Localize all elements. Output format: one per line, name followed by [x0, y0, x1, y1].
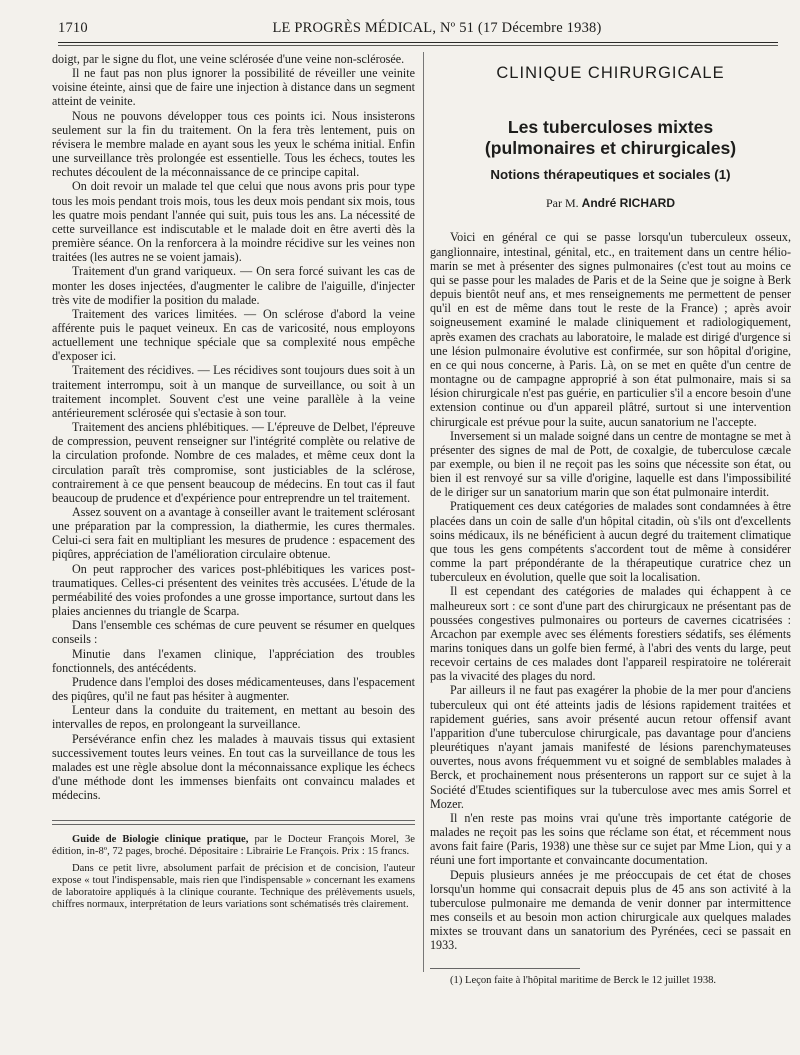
book-notice: [52, 834, 415, 858]
right-column: [430, 52, 791, 988]
article-title-continued: (pulmonaires et chirurgicales): [484, 137, 737, 158]
footnote: (1) Leçon faite à l'hôpital maritime de Berck le 12 juillet 1938.: [450, 975, 717, 987]
paragraph: Dans l'ensemble ces schémas de cure peuvent se résumer en quelques conseils :: [52, 618, 415, 647]
paragraph: Il est cependant des catégories de malades qui échappent à ce malheureux sort : ce sont d'une part des chirurgicaux ne présentant pas de poussées congestives pulmonaires ou porteurs de cavernes cicatrisées : Arcachon par exemple avec ses éléments forestiers sédatifs, ses éléments marins toniques dans un golfe bien fermé, à l'abri des vents du large, peut recevoir certains de ces malades dont l'appareil respiratoire ne tolérerait pas la vivacité des plages du nord.: [430, 584, 791, 684]
paragraph: Assez souvent on a avantage à conseiller avant le traitement sclérosant une préparation par la compression, la diathermie, les cures thermales. Celui-ci sera fait en multipliant les mesures de prudence : espacement des piqûres, appréciation de l'amélioration circulaire obtenue.: [52, 505, 415, 562]
paragraph: Minutie dans l'examen clinique, l'appréciation des troubles fonctionnels, des antécédents.: [52, 646, 415, 675]
paragraph: Il n'en reste pas moins vrai qu'une très importante catégorie de malades ne reçoit pas les soins que réclame son état, et récemment nous avons fait faire (Paris, 1938) une thèse sur ce sujet par Mme Lion, qui y a réuni une fort importante et convaincante documentation.: [430, 810, 791, 868]
running-header: [58, 20, 776, 44]
byline: [430, 196, 791, 210]
paragraph: Pratiquement ces deux catégories de malades sont condamnées à être placées dans un coin de salle d'un hôpital citadin, où s'ils ont d'excellents soins médicaux, ils ne bénéficient à aucun degré du traitement climatique que tous les gens compétents s'accordent tout de même à considérer comme la part prépondérante de la thérapeutique curatrice chez un tuberculeux en évolution, quelle que soit la localisation.: [430, 499, 791, 585]
book-review: Dans ce petit livre, absolument parfait de précision et de concision, l'auteur expose « tout l'indispensable, mais rien que l'indispensable » concernant les examens de laboratoire appliqués à la clinique courante. Technique des prélèvements usuels, chiffres normaux, interprétation de leurs variations sont schématisés très clairement.: [52, 862, 415, 911]
header-rule-thin: [58, 45, 778, 46]
paragraph: On peut rapprocher des varices post-phlébitiques les varices post-traumatiques. Celles-ci présentent des veinites très accusées. L'étude de la perméabilité des voies profondes a une grosse importance, surtout dans les plaies anciennes du triangle de Scarpa.: [52, 561, 415, 619]
column-divider: [423, 52, 424, 972]
article-title: Les tuberculoses mixtes: [507, 117, 714, 138]
author-name: André RICHARD: [581, 196, 675, 211]
paragraph: Traitement d'un grand variqueux. — On sera forcé suivant les cas de monter les doses injectées, d'augmenter le calibre de l'aiguille, d'injecter très vite de modifier la position du malade.: [52, 264, 415, 307]
running-title: LE PROGRÈS MÉDICAL, Nº 51 (17 Décembre 1938): [272, 20, 602, 36]
paragraph: doigt, par le signe du flot, une veine sclérosée d'une veine non-sclérosée.: [52, 52, 405, 66]
header-rule: [58, 42, 778, 43]
paragraph: Persévérance enfin chez les malades à mauvais tissus qui extasient successivement toutes leurs veines. En tout cas la surveillance de tous les malades est une règle absolue dont la méconnaissance explique les échecs d'une méthode dont les immenses bienfaits ont convaincu malades et médecins.: [52, 731, 415, 803]
book-title: Guide de Biologie clinique pratique,: [72, 834, 249, 846]
left-column: [52, 52, 415, 912]
paragraph: Par ailleurs il ne faut pas exagérer la phobie de la mer pour d'anciens tuberculeux qui ont été atteints jadis de lésions rapidement traitées et rapidement guéries, sans avoir présenté aucun retour offensif avant l'apparition d'une tuberculose chirurgicale, pas davantage pour d'anciens pleurétiques n'ayant jamais manifesté de lésions parenchymateuses ouvertes, nous avons fréquemment vu et soigné de semblables malades à Berck, et prochainement nous présenterons un rapport sur ce sujet à la Société d'Etudes scientifiques sur la tuberculose avec mes amis Sorrel et Mozer.: [430, 683, 791, 811]
byline-prefix: Par M.: [545, 196, 579, 211]
book-details: par le Docteur François Morel, 3e édition, in-8º, 72 pages, broché. Dépositaire : Librairie Le François. Prix : 15 francs.: [52, 834, 416, 858]
paragraph: Traitement des récidives. — Les récidives sont toujours dues soit à un traitement interrompu, soit à un manque de surveillance, ou soit à un traitement incomplet. Souvent c'est une veine parallèle à la veine antérieurement sclérosée qui s'ectasie à son tour.: [52, 363, 415, 420]
paragraph: Traitement des anciens phlébitiques. — L'épreuve de Delbet, l'épreuve de compression, peuvent renseigner sur l'intégrité complète ou relative de la circulation profonde. Nombre de ces malades, et même ceux dont la circulation paraît très compromise, sont justiciables de la sclérose, contrairement à ce que pensent beaucoup de médecins. En tout cas il faut beaucoup de prudence et d'expérience pour entreprendre un tel traitement.: [52, 420, 415, 505]
paragraph: Lenteur dans la conduite du traitement, en mettant au besoin des intervalles de repos, en prolongeant la surveillance.: [52, 703, 415, 732]
article-subtitle: Notions thérapeutiques et sociales (1): [490, 167, 731, 183]
paragraph: Prudence dans l'emploi des doses médicamenteuses, dans l'espacement des piqûres, qu'il ne faut pas hésiter à augmenter.: [52, 674, 415, 704]
section-title: CLINIQUE CHIRURGICALE: [496, 64, 725, 82]
paragraph: Depuis plusieurs années je me préoccupais de cet état de choses lorsqu'un homme qui consacrait depuis plus de 45 ans son activité à la tuberculose pulmonaire me demanda de venir donner par intermittence mes conseils et au besoin mon action chirurgicale aux quelques malades mixtes se trouvant dans un sanatorium des Pyrénées, ceci se passait en 1933.: [430, 867, 791, 953]
paragraph: Voici en général ce qui se passe lorsqu'un tuberculeux osseux, ganglionnaire, intestinal, génital, etc., en traitement dans un centre hélio-marin se met à présenter des signes pulmonaires (c'est tout au moins ce qui se passe pour les malades de Paris et de la Seine que je soigne à Berk depuis bientôt neuf ans, et mes renseignements me permettent de penser qu'il en est de même dans tout le reste de la France) ; après avoir soigneusement examiné le malade cliniquement et radiologiquement, après examen des crachats au laboratoire, le malade est dirigé d'urgence si une lésion pulmonaire évolutive est confirmée, sur son hôpital d'origine, en ce qui nous concerne, à Paris. Là, on se met en quête d'un centre de montagne ou de campagne approprié à son état pulmonaire, mais si sa lésion chirurgicale n'est pas guérie, en particulier s'il a encore besoin d'une extension continue ou d'un appareil plâtré, surtout si une intervention chirurgicale est prévue pour la suite, aucun sanatorium ne l'accepte.: [430, 230, 791, 429]
paragraph: On doit revoir un malade tel que celui que nous avons pris pour type tous les mois pendant trois mois, tous les deux mois pendant six mois, tous les quatre mois pendant l'année qui suit, puis tous les ans. La nécessité de cette surveillance est indiscutable et le malade doit en être averti dès la première séance. On la renforcera à la moindre récidive sur les veines non traitées (les autres ne se voient jamais).: [52, 179, 415, 265]
paragraph: Traitement des varices limitées. — On sclérose d'abord la veine afférente puis le paquet veineux. En cas de varicosité, nous employons actuellement une technique spéciale que sa complexité nous empêche d'exposer ici.: [52, 306, 415, 364]
paragraph: Il ne faut pas non plus ignorer la possibilité de réveiller une veinite voisine éteinte, ainsi que de faire une injection à distance dans un segment atteint de veinite.: [52, 66, 415, 109]
page-number: 1710: [58, 20, 88, 36]
paragraph: Inversement si un malade soigné dans un centre de montagne se met à présenter des signes de mal de Pott, de coxalgie, de tuberculose cæcale par exemple, ou bien il ne reçoit pas les soins que nécessite son état, ou bien il est renvoyé sur sa ville d'origine, laquelle est dans l'impossibilité de le diriger sur un sanatorium marin que son état pulmonaire interdit.: [430, 428, 791, 500]
paragraph: Nous ne pouvons développer tous ces points ici. Nous insisterons seulement sur la fin du traitement. On la fera très lentement, puis on révisera le membre malade en ayant sous les yeux le schéma initial. Enfin une surveillance très prolongée est essentielle. Tous les échecs, toutes les rechutes découlent de la méconnaissance de ce principe capital.: [52, 108, 415, 180]
